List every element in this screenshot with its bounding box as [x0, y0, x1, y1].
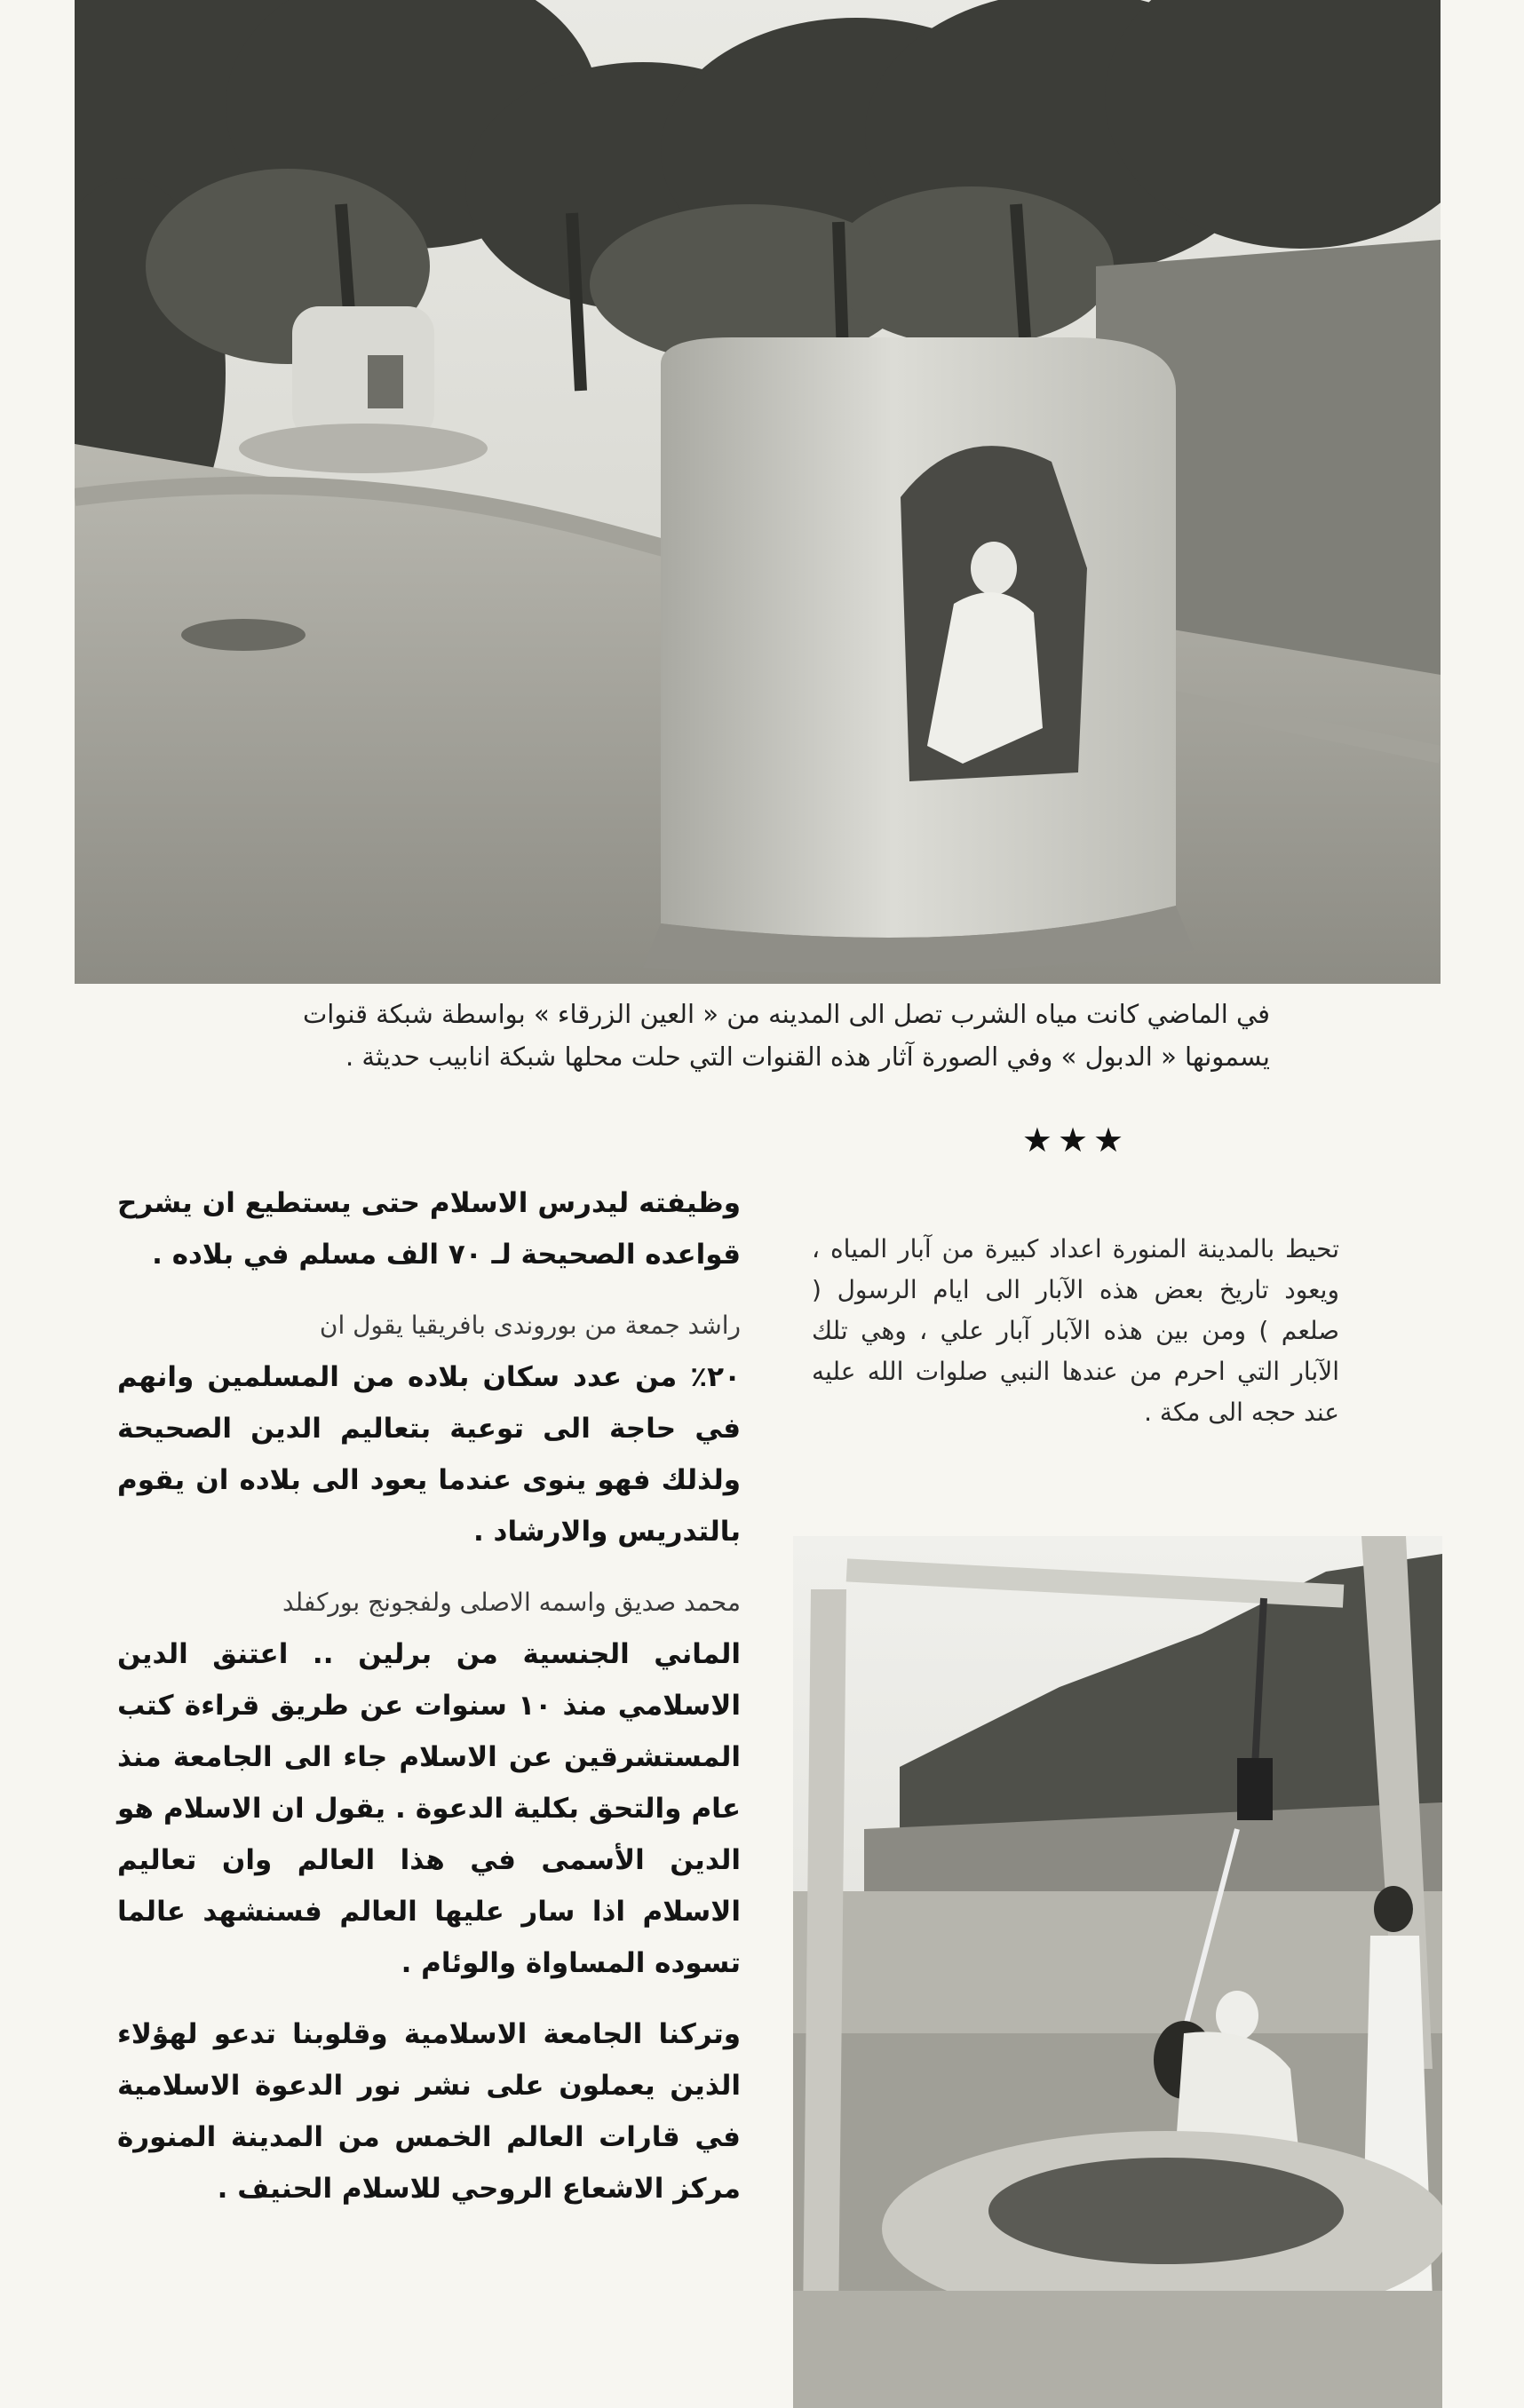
top-photo-graphic: [75, 0, 1441, 984]
top-photo-water-channels: [75, 0, 1441, 984]
paragraph-1: وظيفته ليدرس الاسلام حتى يستطيع ان يشرح قواعده الصحيحة لـ ٧٠ الف مسلم في بلاده .: [117, 1187, 741, 1271]
paragraph-3-rest: الماني الجنسية من برلين .. اعتنق الدين الاسلامي منذ ١٠ سنوات عن طريق قراءة كتب المستشرقين عن الاسلام جاء الى الجامعة منذ عام والتحق بكلية الدعوة . يقول ان الاسلام هو الدين الأسمى في هذا العالم وان تعاليم الاسلام اذا سار عليها العالم فسنشهد عالما تسوده المساواة والوئام .: [117, 1638, 741, 1979]
paragraph-3-lead: محمد صديق واسمه الاصلى ولفجونج بوركفلد: [282, 1588, 741, 1617]
paragraph-4: وتركنا الجامعة الاسلامية وقلوبنا تدعو لهؤلاء الذين يعملون على نشر نور الدعوة الاسلامية في قارات العالم الخمس من المدينة المنورة مركز الاشعاع الروحي للاسلام الحنيف .: [117, 2018, 741, 2205]
paragraph-3: [117, 1577, 741, 1989]
paragraph-2-rest: ٢٠٪ من عدد سكان بلاده من المسلمين وانهم في حاجة الى توعية بتعاليم الدين الصحيحة ولذلك فهو ينوى عندما يعود الى بلاده ان يقوم بالتدريس والارشاد .: [117, 1361, 741, 1548]
left-column-text: [117, 1177, 741, 2234]
right-column-text: [812, 1229, 1339, 1433]
wells-paragraph: تحيط بالمدينة المنورة اعداد كبيرة من آبار المياه ، ويعود تاريخ بعض هذه الآبار الى ايام الرسول ( صلعم ) ومن بين هذه الآبار آبار علي ، وهي تلك الآبار التي احرم من عندها النبي صلوات الله عليه عند حجه الى مكة .: [812, 1234, 1339, 1427]
bottom-photo-graphic: [793, 1536, 1442, 2408]
caption-line-1: في الماضي كانت مياه الشرب تصل الى المدينه من « العين الزرقاء » بواسطة شبكة قنوات: [302, 999, 1270, 1029]
paragraph-2-lead: راشد جمعة من بوروندى بافريقيا يقول ان: [319, 1311, 741, 1340]
bottom-photo-well: [793, 1536, 1442, 2408]
top-photo-caption: [115, 993, 1270, 1078]
section-separator-stars: ★★★: [1021, 1121, 1130, 1160]
caption-line-2: يسمونها « الدبول » وفي الصورة آثار هذه القنوات التي حلت محلها شبكة انابيب حديثة .: [345, 1042, 1270, 1072]
paragraph-2: [117, 1300, 741, 1557]
